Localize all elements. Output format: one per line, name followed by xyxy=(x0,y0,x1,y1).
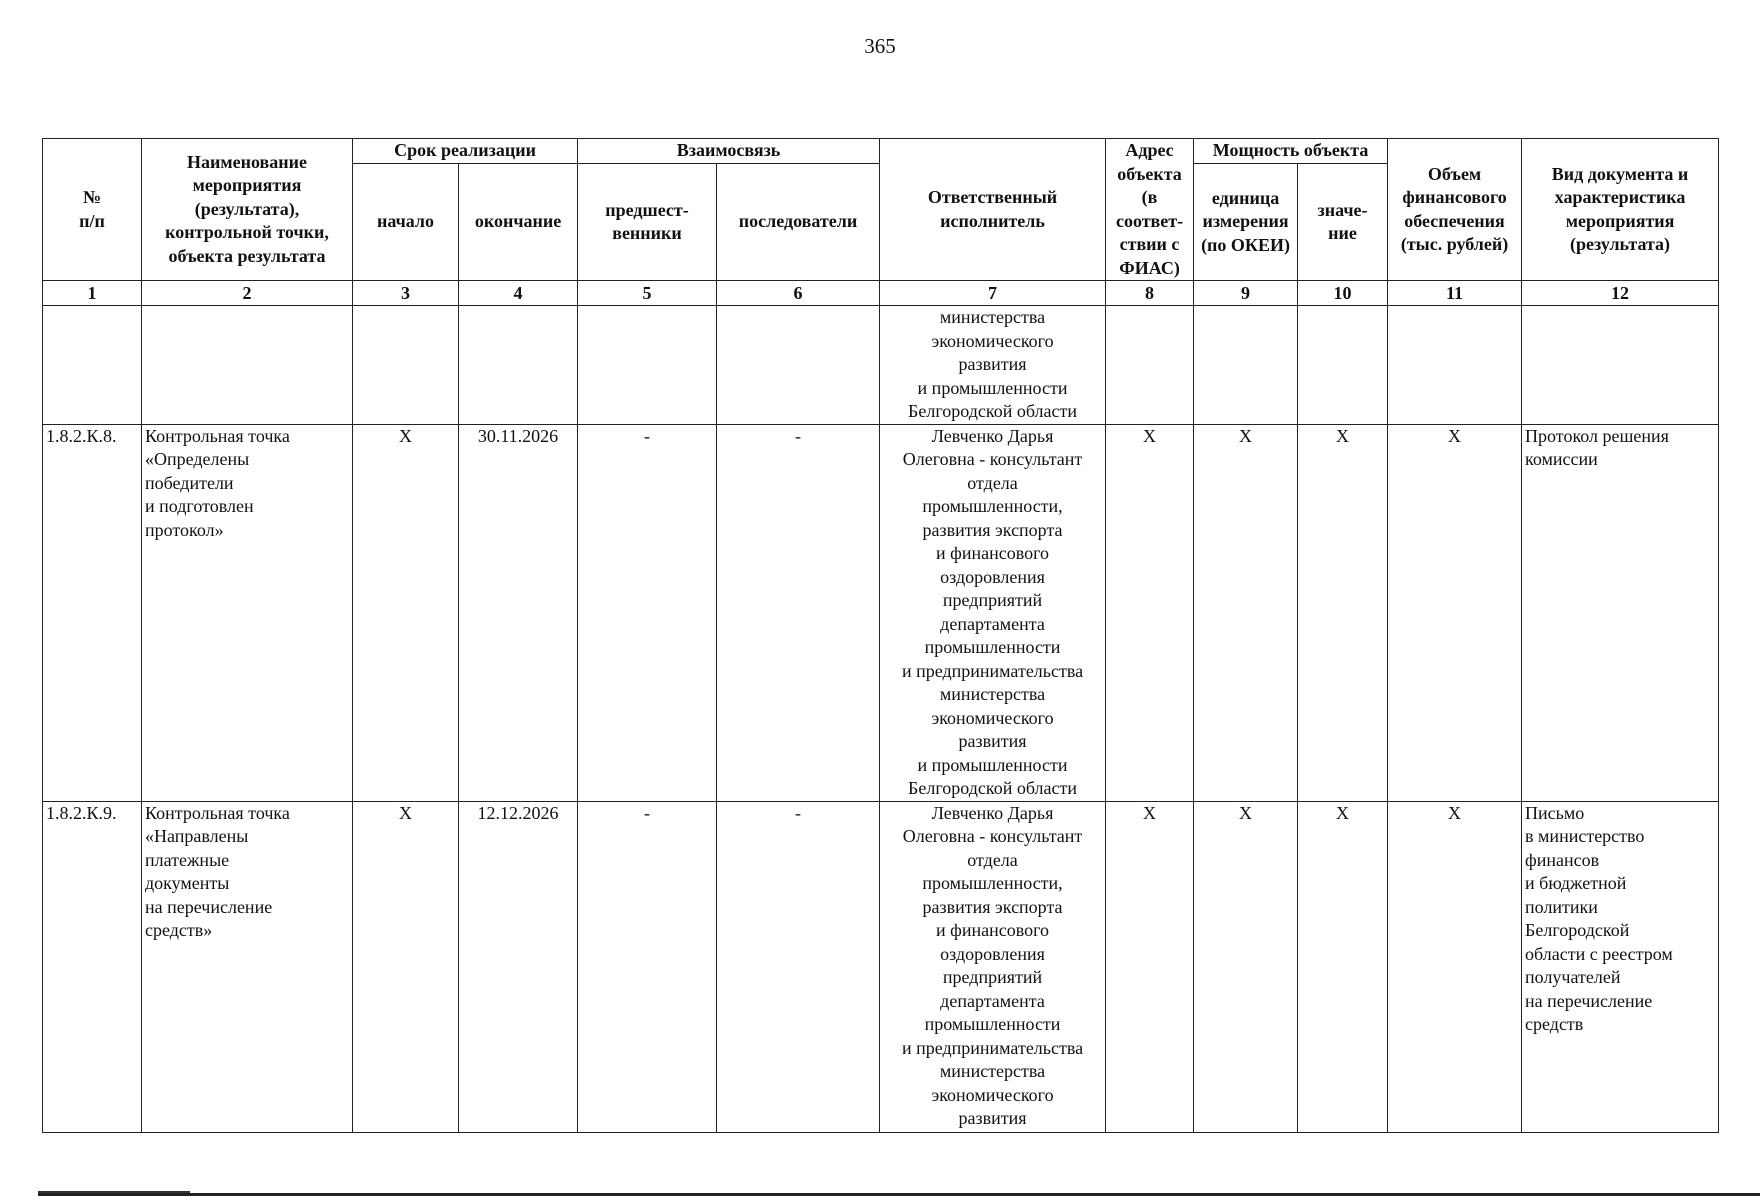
row-pred: - xyxy=(578,801,717,1132)
header-term-group: Срок реализации xyxy=(353,139,578,164)
column-number: 1 xyxy=(43,281,142,306)
row-responsible: министерства экономического развития и промышленности Белгородской области xyxy=(880,306,1106,425)
row-value: X xyxy=(1298,801,1388,1132)
row-value xyxy=(1298,306,1388,425)
row-unit: X xyxy=(1194,424,1298,801)
header-address: Адрес объекта (в соответ-ствии с ФИАС) xyxy=(1106,139,1194,281)
header-link-group: Взаимосвязь xyxy=(578,139,880,164)
header-finance: Объем финансового обеспечения (тыс. рублей) xyxy=(1388,139,1522,281)
row-finance xyxy=(1388,306,1522,425)
page-number: 365 xyxy=(864,34,896,58)
row-end xyxy=(459,306,578,425)
header-term-start: начало xyxy=(353,164,459,281)
row-start xyxy=(353,306,459,425)
row-num xyxy=(43,306,142,425)
header-responsible: Ответственный исполнитель xyxy=(880,139,1106,281)
row-doc xyxy=(1522,306,1719,425)
row-responsible: Левченко Дарья Олеговна - консультант отдела промышленности, развития экспорта и финансового оздоровления предприятий департамента промышленности и предпринимательства министерства экономического развития xyxy=(880,801,1106,1132)
column-number: 4 xyxy=(459,281,578,306)
header-capacity-value: значе- ние xyxy=(1298,164,1388,281)
row-end: 30.11.2026 xyxy=(459,424,578,801)
row-succ: - xyxy=(717,424,880,801)
row-succ: - xyxy=(717,801,880,1132)
column-number: 3 xyxy=(353,281,459,306)
table-row xyxy=(43,306,1719,425)
row-finance: X xyxy=(1388,801,1522,1132)
row-unit xyxy=(1194,306,1298,425)
column-number: 6 xyxy=(717,281,880,306)
header-term-end: окончание xyxy=(459,164,578,281)
header-name: Наименование мероприятия (результата), контрольной точки, объекта результата xyxy=(142,139,353,281)
row-address: X xyxy=(1106,801,1194,1132)
row-address xyxy=(1106,306,1194,425)
row-address: X xyxy=(1106,424,1194,801)
row-end: 12.12.2026 xyxy=(459,801,578,1132)
row-finance: X xyxy=(1388,424,1522,801)
column-number: 5 xyxy=(578,281,717,306)
column-number: 9 xyxy=(1194,281,1298,306)
column-number: 12 xyxy=(1522,281,1719,306)
table-row xyxy=(43,424,1719,801)
row-responsible: Левченко Дарья Олеговна - консультант отдела промышленности, развития экспорта и финансового оздоровления предприятий департамента промышленности и предпринимательства министерства экономического развития и промышленности Белгородской области xyxy=(880,424,1106,801)
row-doc: Письмо в министерство финансов и бюджетной политики Белгородской области с реестром получателей на перечисление средств xyxy=(1522,801,1719,1132)
row-name: Контрольная точка «Определены победители и подготовлен протокол» xyxy=(142,424,353,801)
column-number: 10 xyxy=(1298,281,1388,306)
column-number: 7 xyxy=(880,281,1106,306)
row-pred xyxy=(578,306,717,425)
row-unit: X xyxy=(1194,801,1298,1132)
footer-rule xyxy=(38,1193,1760,1196)
header-link-pred: предшест- венники xyxy=(578,164,717,281)
row-doc: Протокол решения комиссии xyxy=(1522,424,1719,801)
plan-table xyxy=(42,138,1719,1133)
row-start: X xyxy=(353,424,459,801)
row-value: X xyxy=(1298,424,1388,801)
header-num: № п/п xyxy=(43,139,142,281)
header-doc: Вид документа и характеристика мероприятия (результата) xyxy=(1522,139,1719,281)
column-number: 8 xyxy=(1106,281,1194,306)
row-pred: - xyxy=(578,424,717,801)
row-name: Контрольная точка «Направлены платежные документы на перечисление средств» xyxy=(142,801,353,1132)
column-number: 11 xyxy=(1388,281,1522,306)
column-number: 2 xyxy=(142,281,353,306)
row-name xyxy=(142,306,353,425)
header-capacity-unit: единица измерения (по ОКЕИ) xyxy=(1194,164,1298,281)
header-capacity-group: Мощность объекта xyxy=(1194,139,1388,164)
table-row xyxy=(43,801,1719,1132)
header-link-succ: последователи xyxy=(717,164,880,281)
row-num: 1.8.2.К.9. xyxy=(43,801,142,1132)
row-num: 1.8.2.К.8. xyxy=(43,424,142,801)
row-succ xyxy=(717,306,880,425)
row-start: X xyxy=(353,801,459,1132)
